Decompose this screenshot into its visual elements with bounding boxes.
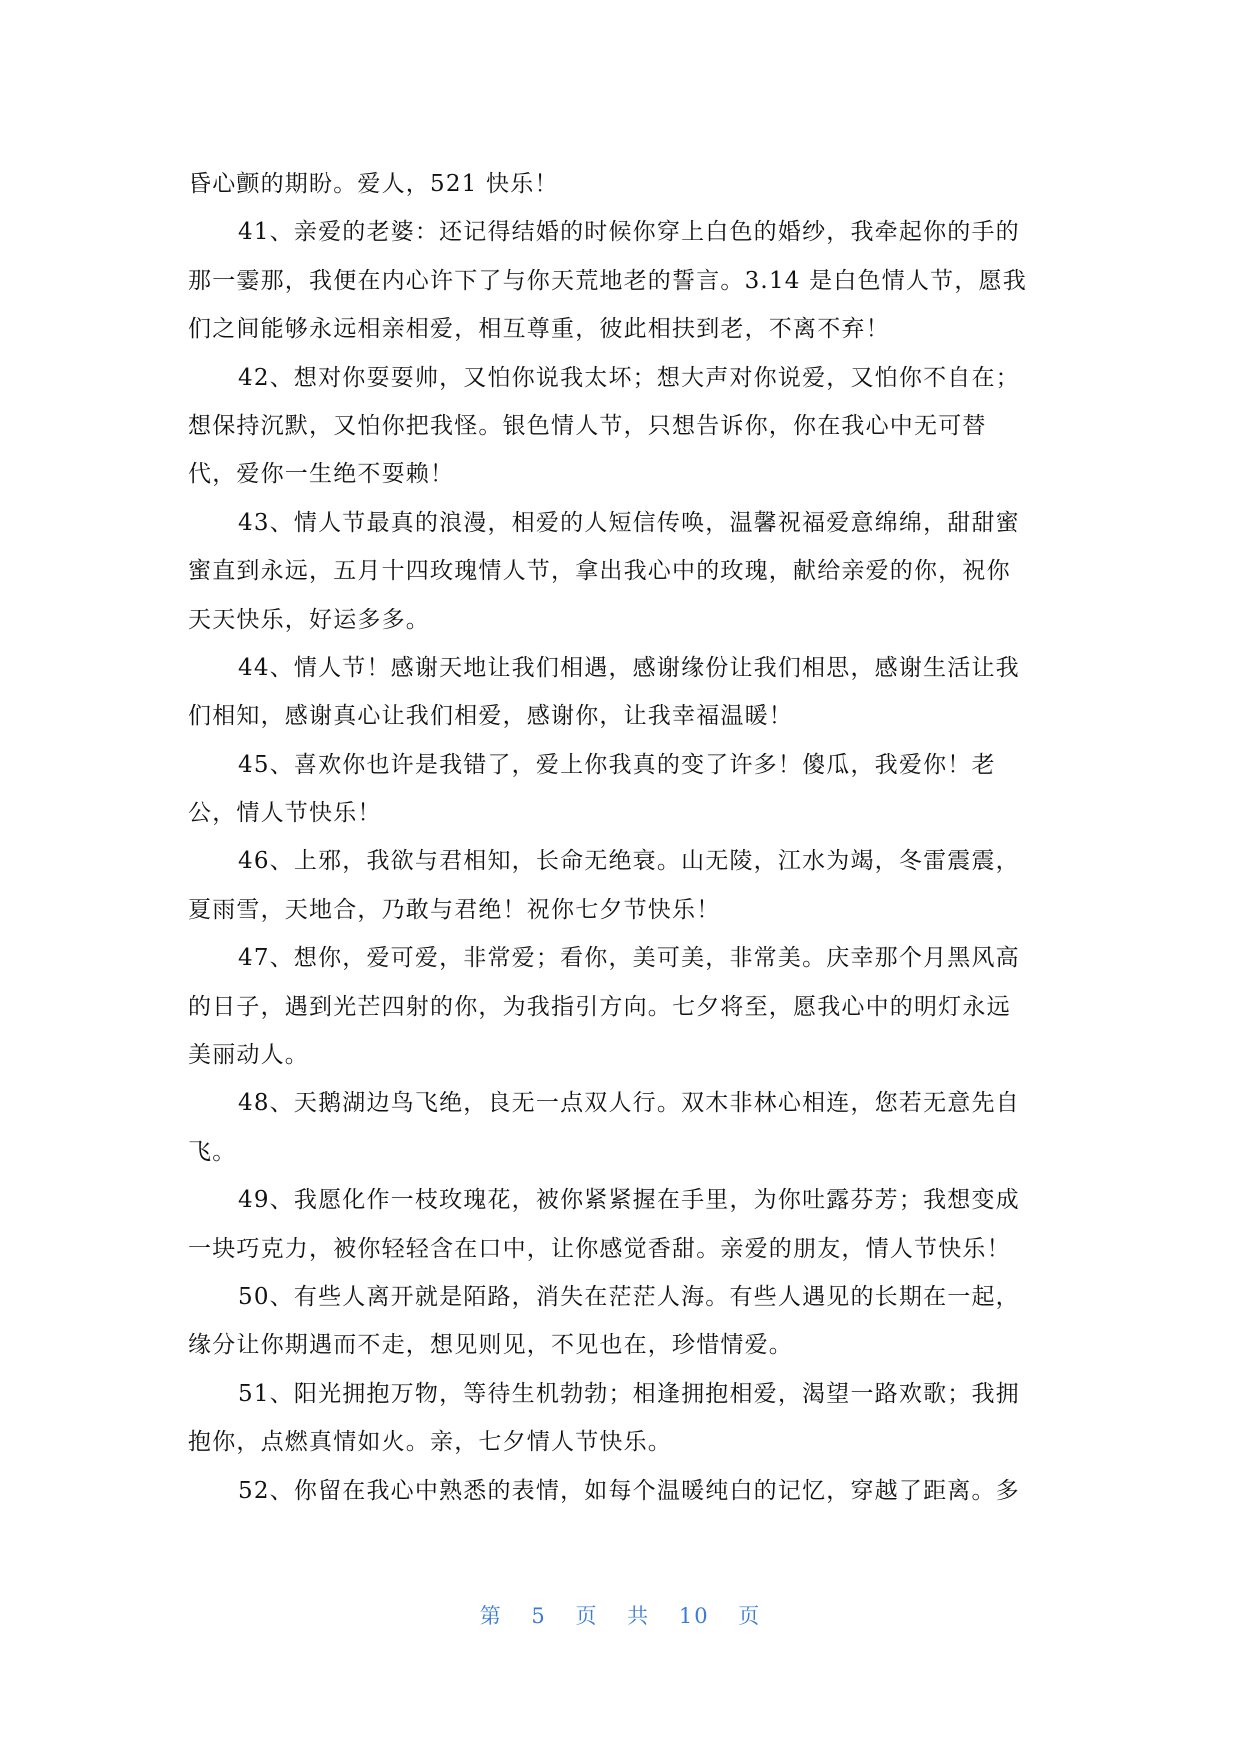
footer-page-current: 5	[531, 1604, 547, 1628]
text-line: 那一霎那，我便在内心许下了与你天荒地老的誓言。3.14 是白色情人节，愿我	[188, 267, 1027, 294]
text-line: 代，爱你一生绝不耍赖！	[188, 461, 455, 488]
text-line: 们之间能够永远相亲相爱，相互尊重，彼此相扶到老，不离不弃！	[188, 316, 890, 343]
text-line: 43、情人节最真的浪漫，相爱的人短信传唤，温馨祝福爱意绵绵，甜甜蜜	[238, 509, 1020, 536]
text-line: 41、亲爱的老婆：还记得结婚的时候你穿上白色的婚纱，我牵起你的手的	[238, 219, 1020, 246]
footer-label-di: 第	[479, 1604, 503, 1628]
text-line: 飞。	[188, 1138, 237, 1165]
text-line: 50、有些人离开就是陌路，消失在茫茫人海。有些人遇见的长期在一起，	[238, 1283, 1020, 1310]
text-line: 想保持沉默，又怕你把我怪。银色情人节，只想告诉你，你在我心中无可替	[188, 412, 987, 439]
text-line: 蜜直到永远，五月十四玫瑰情人节，拿出我心中的玫瑰，献给亲爱的你，祝你	[188, 558, 1011, 585]
text-line: 一块巧克力，被你轻轻含在口中，让你感觉香甜。亲爱的朋友，情人节快乐！	[188, 1235, 1011, 1262]
text-line: 52、你留在我心中熟悉的表情，如每个温暖纯白的记忆，穿越了距离。多	[238, 1477, 1020, 1504]
text-line: 49、我愿化作一枝玫瑰花，被你紧紧握在手里，为你吐露芬芳；我想变成	[238, 1187, 1020, 1214]
text-line: 48、天鹅湖边鸟飞绝，良无一点双人行。双木非林心相连，您若无意先自	[238, 1090, 1020, 1117]
text-line: 公，情人节快乐！	[188, 800, 382, 827]
text-line: 46、上邪，我欲与君相知，长命无绝衰。山无陵，江水为竭，冬雷震震，	[238, 848, 1020, 875]
text-line: 昏心颤的期盼。爱人，521 快乐！	[188, 171, 559, 197]
footer-label-ye: 页	[575, 1604, 599, 1628]
text-line: 夏雨雪，天地合，乃敢与君绝！祝你七夕节快乐！	[188, 896, 721, 923]
footer-page-total: 10	[678, 1604, 710, 1628]
text-line: 们相知，感谢真心让我们相爱，感谢你，让我幸福温暖！	[188, 703, 793, 730]
document-body	[188, 160, 1050, 1515]
text-line: 51、阳光拥抱万物，等待生机勃勃；相逢拥抱相爱，渴望一路欢歌；我拥	[238, 1380, 1020, 1407]
footer-label-ye-end: 页	[738, 1604, 762, 1628]
text-line: 美丽动人。	[188, 1042, 309, 1069]
text-line: 42、想对你耍耍帅，又怕你说我太坏；想大声对你说爱，又怕你不自在；	[238, 364, 1020, 391]
text-line: 抱你，点燃真情如火。亲，七夕情人节快乐。	[188, 1429, 672, 1456]
text-line: 47、想你，爱可爱，非常爱；看你，美可美，非常美。庆幸那个月黑风高	[238, 945, 1020, 972]
text-line: 的日子，遇到光芒四射的你，为我指引方向。七夕将至，愿我心中的明灯永远	[188, 993, 1011, 1020]
text-line: 45、喜欢你也许是我错了，爱上你我真的变了许多！傻瓜，我爱你！老	[238, 751, 996, 778]
footer-label-gong: 共	[627, 1604, 651, 1628]
page-footer	[0, 1600, 1241, 1630]
text-line: 44、情人节！感谢天地让我们相遇，感谢缘份让我们相思，感谢生活让我	[238, 654, 1020, 681]
text-line: 天天快乐，好运多多。	[188, 606, 430, 633]
text-line: 缘分让你期遇而不走，想见则见，不见也在，珍惜情爱。	[188, 1332, 793, 1359]
